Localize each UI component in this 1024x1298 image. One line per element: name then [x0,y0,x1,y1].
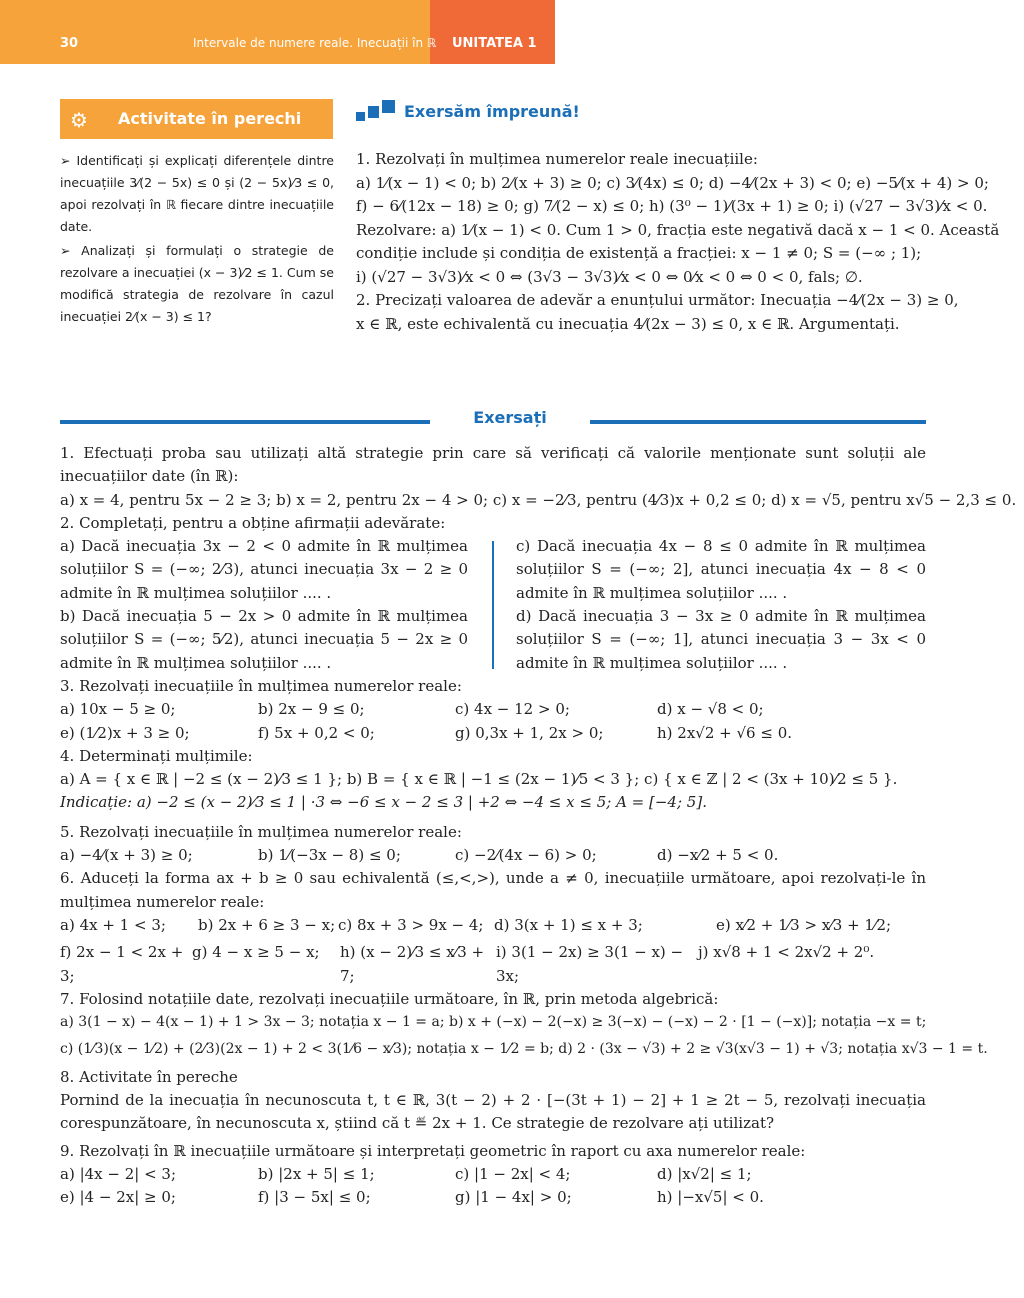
together-line: i) (√27 − 3√3)⁄x < 0 ⇔ (3√3 − 3√3)⁄x < 0 ⇔ 0⁄x < 0 ⇔ 0 < 0, fals; ∅. [356,267,863,286]
exercise-item: d) 3(x + 1) ≤ x + 3; [494,915,643,934]
exercise-item: c) |1 − 2x| < 4; [455,1164,571,1183]
exercise-2-title: 2. Completați, pentru a obține afirmații adevărate: [60,513,446,532]
exercise-6-title: 6. Aduceți la forma ax + b ≥ 0 sau echivalentă (≤,<,>), unde a ≠ 0, inecuațiile următoare, apoi rezolvați-le în mulțimea numerelor reale: [60,869,926,911]
exercise-item: c) 4x − 12 > 0; [455,700,570,719]
exercise-2-columns [60,535,926,675]
exercise-2-item: a) Dacă inecuația 3x − 2 < 0 admite în ℝ mulțimea soluțiilor S = (−∞; 2⁄3), atunci inecuația 3x − 2 ≥ 0 admite în ℝ mulțimea soluțiilor .... . [60,537,468,602]
exercise-3-title: 3. Rezolvați inecuațiile în mulțimea numerelor reale: [60,676,462,695]
exercise-item: a) 10x − 5 ≥ 0; [60,700,176,719]
exercise-item: b) 2x + 6 ≥ 3 − x; [198,915,336,934]
exercise-6-row-2 [60,941,926,988]
exercise-2-item: d) Dacă inecuația 3 − 3x ≥ 0 admite în ℝ mulțimea soluțiilor S = (−∞; 1], atunci inecuația 3 − 3x < 0 admite în ℝ mulțimea soluțiilor .... . [516,607,926,672]
exercise-4-hint: Indicație: a) −2 ≤ (x − 2)⁄3 ≤ 1 | ·3 ⇔ −6 ≤ x − 2 ≤ 3 | +2 ⇔ −4 ≤ x ≤ 5; A = [−4; 5]. [60,793,707,812]
exercise-1-statement: 1. Efectuați proba sau utilizați altă strategie prin care să verificați că valorile menționate sunt soluții ale inecuațiilor date (în ℝ): [60,444,926,486]
together-title: Exersăm împreună! [404,102,580,121]
page-number: 30 [60,36,79,51]
exercise-item: d) −x⁄2 + 5 < 0. [657,846,779,865]
section-rule-left [60,420,430,424]
exercise-6-row-1 [60,914,926,937]
activity-paragraph: ➢ Identificați și explicați diferențele dintre inecuațiile 3⁄(2 − 5x) ≤ 0 și (2 − 5x)⁄3 ≤ 0, apoi rezolvați în ℝ fiecare dintre inecuațiile date. [60,153,334,234]
exercise-7-line: c) (1⁄3)(x − 1⁄2) + (2⁄3)(2x − 1) + 2 < 3(1⁄6 − x⁄3); notația x − 1⁄2 = b; d) 2 · (3x − √3) + 2 ≥ √3(x√3 − 1) + √3; notația x√3 − 1 = t. [60,1041,988,1058]
together-line: 1. Rezolvați în mulțimea numerelor reale inecuațiile: [356,150,758,168]
exercise-item: g) |1 − 4x| > 0; [455,1188,572,1207]
exercise-item: a) |4x − 2| < 3; [60,1164,177,1183]
together-line: condiție include și condiția de existență a fracției: x − 1 ≠ 0; S = (−∞ ; 1); [356,244,922,262]
squares-icon [356,112,365,121]
exercise-item: c) −2⁄(4x − 6) > 0; [455,846,597,865]
unit-tab [430,0,555,64]
exercise-item: a) 4x + 1 < 3; [60,915,166,934]
together-line: 2. Precizați valoarea de adevăr a enunțului următor: Inecuația −4⁄(2x − 3) ≥ 0, [356,291,959,309]
exercise-item: f) 2x − 1 < 2x + 3; [60,943,184,985]
exercise-item: d) x − √8 < 0; [657,700,764,719]
exercise-8-title: 8. Activitate în pereche [60,1067,238,1086]
exercise-item: h) |−x√5| < 0. [657,1188,764,1207]
exercise-item: e) (1⁄2)x + 3 ≥ 0; [60,723,190,742]
exercise-4-items: a) A = { x ∈ ℝ | −2 ≤ (x − 2)⁄3 ≤ 1 }; b) B = { x ∈ ℝ | −1 ≤ (2x − 1)⁄5 < 3 }; c) { x ∈ ℤ | 2 < (3x + 10)⁄2 ≤ 5 }. [60,770,898,789]
together-line: f) − 6⁄(12x − 18) ≥ 0; g) 7⁄(2 − x) ≤ 0; h) (3⁰ − 1)⁄(3x + 1) ≥ 0; i) (√27 − 3√3)⁄x < 0. [356,197,988,215]
together-line: a) 1⁄(x − 1) < 0; b) 2⁄(x + 3) ≥ 0; c) 3⁄(4x) ≤ 0; d) −4⁄(2x + 3) < 0; e) −5⁄(x + 4) > 0; [356,173,989,192]
exercise-1-items: a) x = 4, pentru 5x − 2 ≥ 3; b) x = 2, pentru 2x − 4 > 0; c) x = −2⁄3, pentru (4⁄3)x + 0,2 ≤ 0; d) x = √5, pentru x√5 − 2,3 ≤ 0. [60,490,1017,509]
exercise-item: g) 4 − x ≥ 5 − x; [192,943,320,962]
exercise-item: h) (x − 2)⁄3 ≤ x⁄3 + 7; [340,943,485,985]
exercise-item: b) 1⁄(−3x − 8) ≤ 0; [258,846,401,865]
activity-box-body [60,150,334,330]
exercise-5-title: 5. Rezolvați inecuațiile în mulțimea numerelor reale: [60,822,462,841]
exercise-2-item: b) Dacă inecuația 5 − 2x > 0 admite în ℝ mulțimea soluțiilor S = (−∞; 5⁄2), atunci inecuația 5 − 2x ≥ 0 admite în ℝ mulțimea soluțiilor .... . [60,607,468,672]
exercise-item: g) 0,3x + 1, 2x > 0; [455,723,604,742]
exercise-item: f) 5x + 0,2 < 0; [258,723,375,742]
exercise-item: b) 2x − 9 ≤ 0; [258,700,365,719]
exercise-9-title: 9. Rezolvați în ℝ inecuațiile următoare și interpretați geometric în raport cu axa numerelor reale: [60,1141,806,1160]
exercise-item: j) x√8 + 1 < 2x√2 + 2⁰. [698,943,875,962]
exercise-8-text: Pornind de la inecuația în necunoscuta t, t ∈ ℝ, 3(t − 2) + 2 · [−(3t + 1) − 2] + 1 ≥ 2t − 5, rezolvați inecuația corespunzătoare, în necunoscuta x, știind că t ≝ 2x + 1. Ce strategie de rezolvare ați utilizat? [60,1091,926,1133]
together-line: x ∈ ℝ, este echivalentă cu inecuația 4⁄(2x − 3) ≤ 0, x ∈ ℝ. Argumentați. [356,314,900,333]
running-title: Intervale de numere reale. Inecuații în ℝ [193,36,437,50]
activity-paragraph: ➢ Analizați și formulați o strategie de rezolvare a inecuației (x − 3)⁄2 ≤ 1. Cum se modifică strategia de rezolvare în cazul inecuației 2⁄(x − 3) ≤ 1? [60,243,334,324]
exercise-9-items [60,1163,926,1210]
exercise-5-items [60,844,926,867]
exercise-4-title: 4. Determinați mulțimile: [60,746,253,765]
exercises-body [60,442,1017,1210]
exercise-item: e) |4 − 2x| ≥ 0; [60,1188,176,1207]
exercise-7-line: a) 3(1 − x) − 4(x − 1) + 1 > 3x − 3; notația x − 1 = a; b) x + (−x) − 2(−x) ≥ 3(−x) − (−x) − 2 · [1 − (−x)]; notația −x = t; [60,1014,927,1031]
together-line: Rezolvare: a) 1⁄(x − 1) < 0. Cum 1 > 0, fracția este negativă dacă x − 1 < 0. Această [356,220,1000,239]
activity-box-header [60,99,333,139]
exercises-title: Exersați [473,408,547,427]
exercise-item: d) |x√2| ≤ 1; [657,1164,752,1183]
gear-icon: ⚙ [70,108,88,132]
exercise-item: a) −4⁄(x + 3) ≥ 0; [60,846,193,865]
activity-box-title: Activitate în perechi [118,109,302,128]
exercise-item: f) |3 − 5x| ≤ 0; [258,1188,371,1207]
exercise-2-item: c) Dacă inecuația 4x − 8 ≤ 0 admite în ℝ mulțimea soluțiilor S = (−∞; 2], atunci inecuația 4x − 8 < 0 admite în ℝ mulțimea soluțiilor .... . [516,537,926,602]
exercise-3-items [60,698,926,745]
together-body [356,148,1000,336]
exercise-7-title: 7. Folosind notațiile date, rezolvați inecuațiile următoare, în ℝ, prin metoda algebrică: [60,989,719,1008]
exercise-item: e) x⁄2 + 1⁄3 > x⁄3 + 1⁄2; [716,915,892,934]
exercise-item: c) 8x + 3 > 9x − 4; [338,915,484,934]
exercise-item: h) 2x√2 + √6 ≤ 0. [657,723,793,742]
section-rule-right [590,420,926,424]
header-bar [0,0,430,64]
unit-label: UNITATEA 1 [452,36,537,51]
exercise-item: b) |2x + 5| ≤ 1; [258,1164,375,1183]
exercise-item: i) 3(1 − 2x) ≥ 3(1 − x) − 3x; [496,943,684,985]
